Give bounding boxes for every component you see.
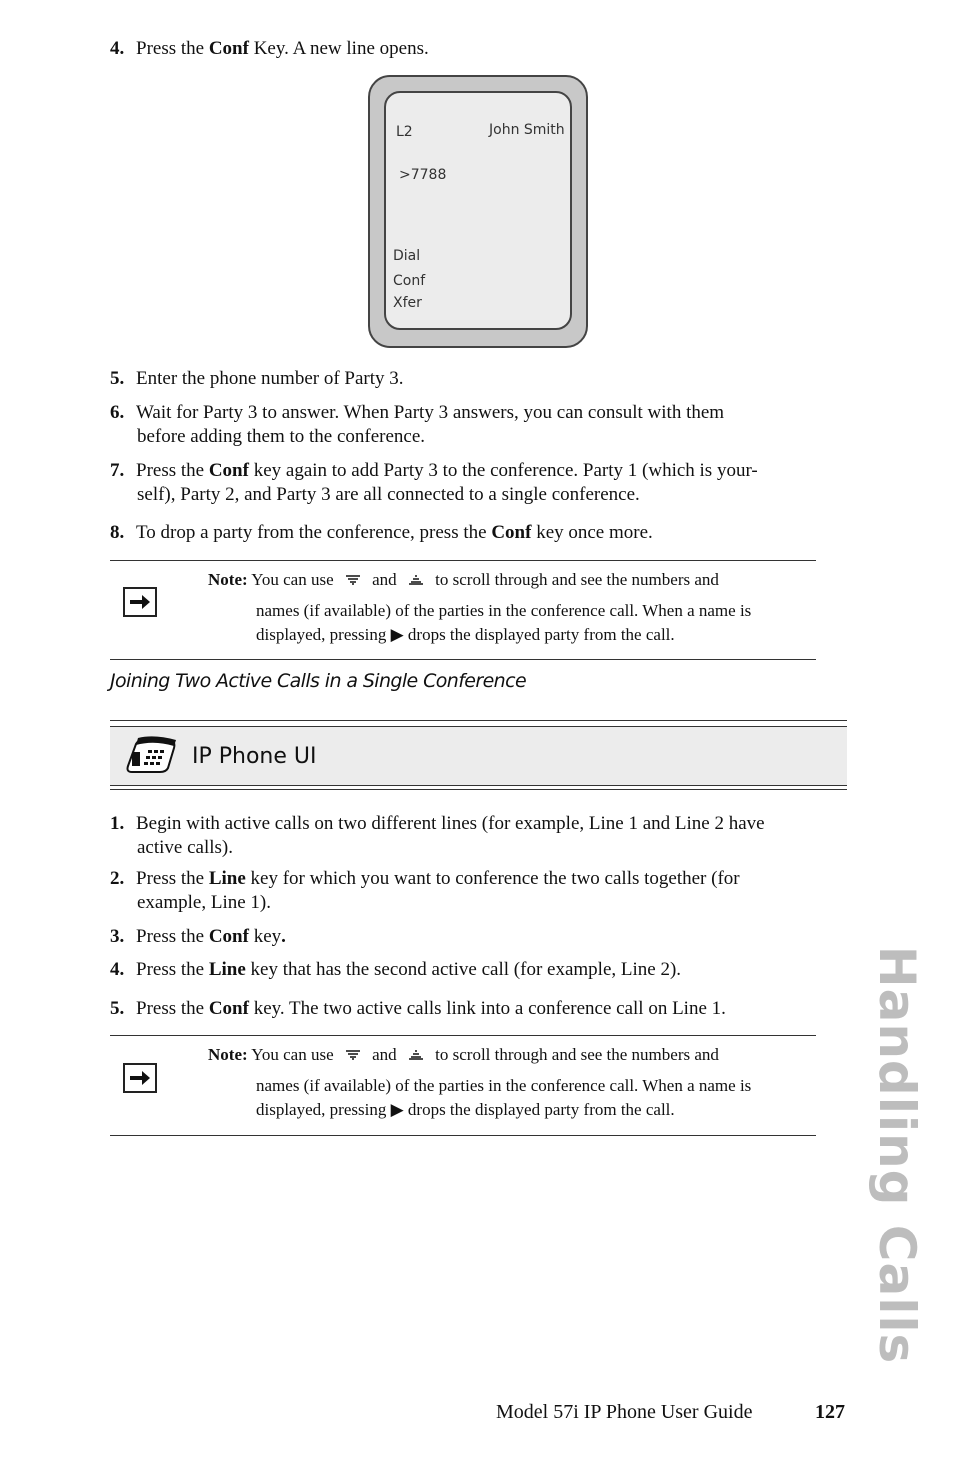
softkey-dial: Dial bbox=[393, 248, 421, 264]
scroll-up-icon bbox=[409, 1044, 423, 1068]
note-box bbox=[110, 560, 816, 660]
phone-icon bbox=[124, 736, 178, 781]
play-arrow-icon: ▶ bbox=[390, 625, 404, 645]
phone-screen bbox=[384, 91, 572, 330]
step-b3: 3. Press the Conf key. bbox=[110, 926, 286, 947]
scroll-up-icon bbox=[409, 569, 423, 593]
note-text: Note: You can use and to scroll through and see the numbers and names (if available) of the parties in the conference call. When a name is displayed, pressing ▶ drops the displayed party from the call. bbox=[208, 570, 752, 645]
step-b4: 4. Press the Line key that has the second active call (for example, Line 2). bbox=[110, 959, 682, 980]
note-arrow-icon bbox=[123, 1063, 157, 1093]
screen-dialed-number: >7788 bbox=[399, 167, 447, 183]
softkey-xfer: Xfer bbox=[393, 295, 422, 311]
note-text-2: Note: You can use and to scroll through and see the numbers and names (if available) of the parties in the conference call. When a name is displayed, pressing ▶ drops the displayed party from the call. bbox=[208, 1045, 752, 1120]
ip-phone-ui-label: IP Phone UI bbox=[192, 744, 317, 769]
step-b2: 2. Press the Line key for which you want to conference the two calls together (for example, Line 1). bbox=[110, 868, 740, 913]
section-title: Joining Two Active Calls in a Single Conference bbox=[110, 670, 527, 692]
softkey-conf: Conf bbox=[393, 273, 426, 289]
note-arrow-icon bbox=[123, 587, 157, 617]
phone-display-illustration bbox=[368, 75, 588, 348]
step-6: 6. Wait for Party 3 to answer. When Party 3 answers, you can consult with them before adding them to the conference. bbox=[110, 402, 725, 447]
footer-guide-title: Model 57i IP Phone User Guide bbox=[496, 1401, 753, 1423]
step-b5: 5. Press the Conf key. The two active calls link into a conference call on Line 1. bbox=[110, 998, 726, 1019]
ip-phone-ui-banner bbox=[110, 720, 847, 790]
screen-caller-name: John Smith bbox=[489, 122, 565, 138]
step-8: 8. To drop a party from the conference, press the Conf key once more. bbox=[110, 522, 653, 543]
chapter-side-tab: Handling Calls bbox=[868, 945, 926, 1365]
play-arrow-icon: ▶ bbox=[390, 1100, 404, 1120]
step-4: 4. Press the Conf Key. A new line opens. bbox=[110, 38, 429, 59]
note-box-2 bbox=[110, 1035, 816, 1136]
scroll-down-icon bbox=[346, 1044, 360, 1068]
step-b1: 1. Begin with active calls on two different lines (for example, Line 1 and Line 2 have active calls). bbox=[110, 813, 765, 858]
screen-line-label: L2 bbox=[396, 124, 413, 140]
step-7: 7. Press the Conf key again to add Party 3 to the conference. Party 1 (which is your- self), Party 2, and Party 3 are all connected to a single conference. bbox=[110, 460, 758, 505]
scroll-down-icon bbox=[346, 569, 360, 593]
footer-page-number: 127 bbox=[815, 1401, 845, 1423]
step-5: 5. Enter the phone number of Party 3. bbox=[110, 368, 404, 389]
